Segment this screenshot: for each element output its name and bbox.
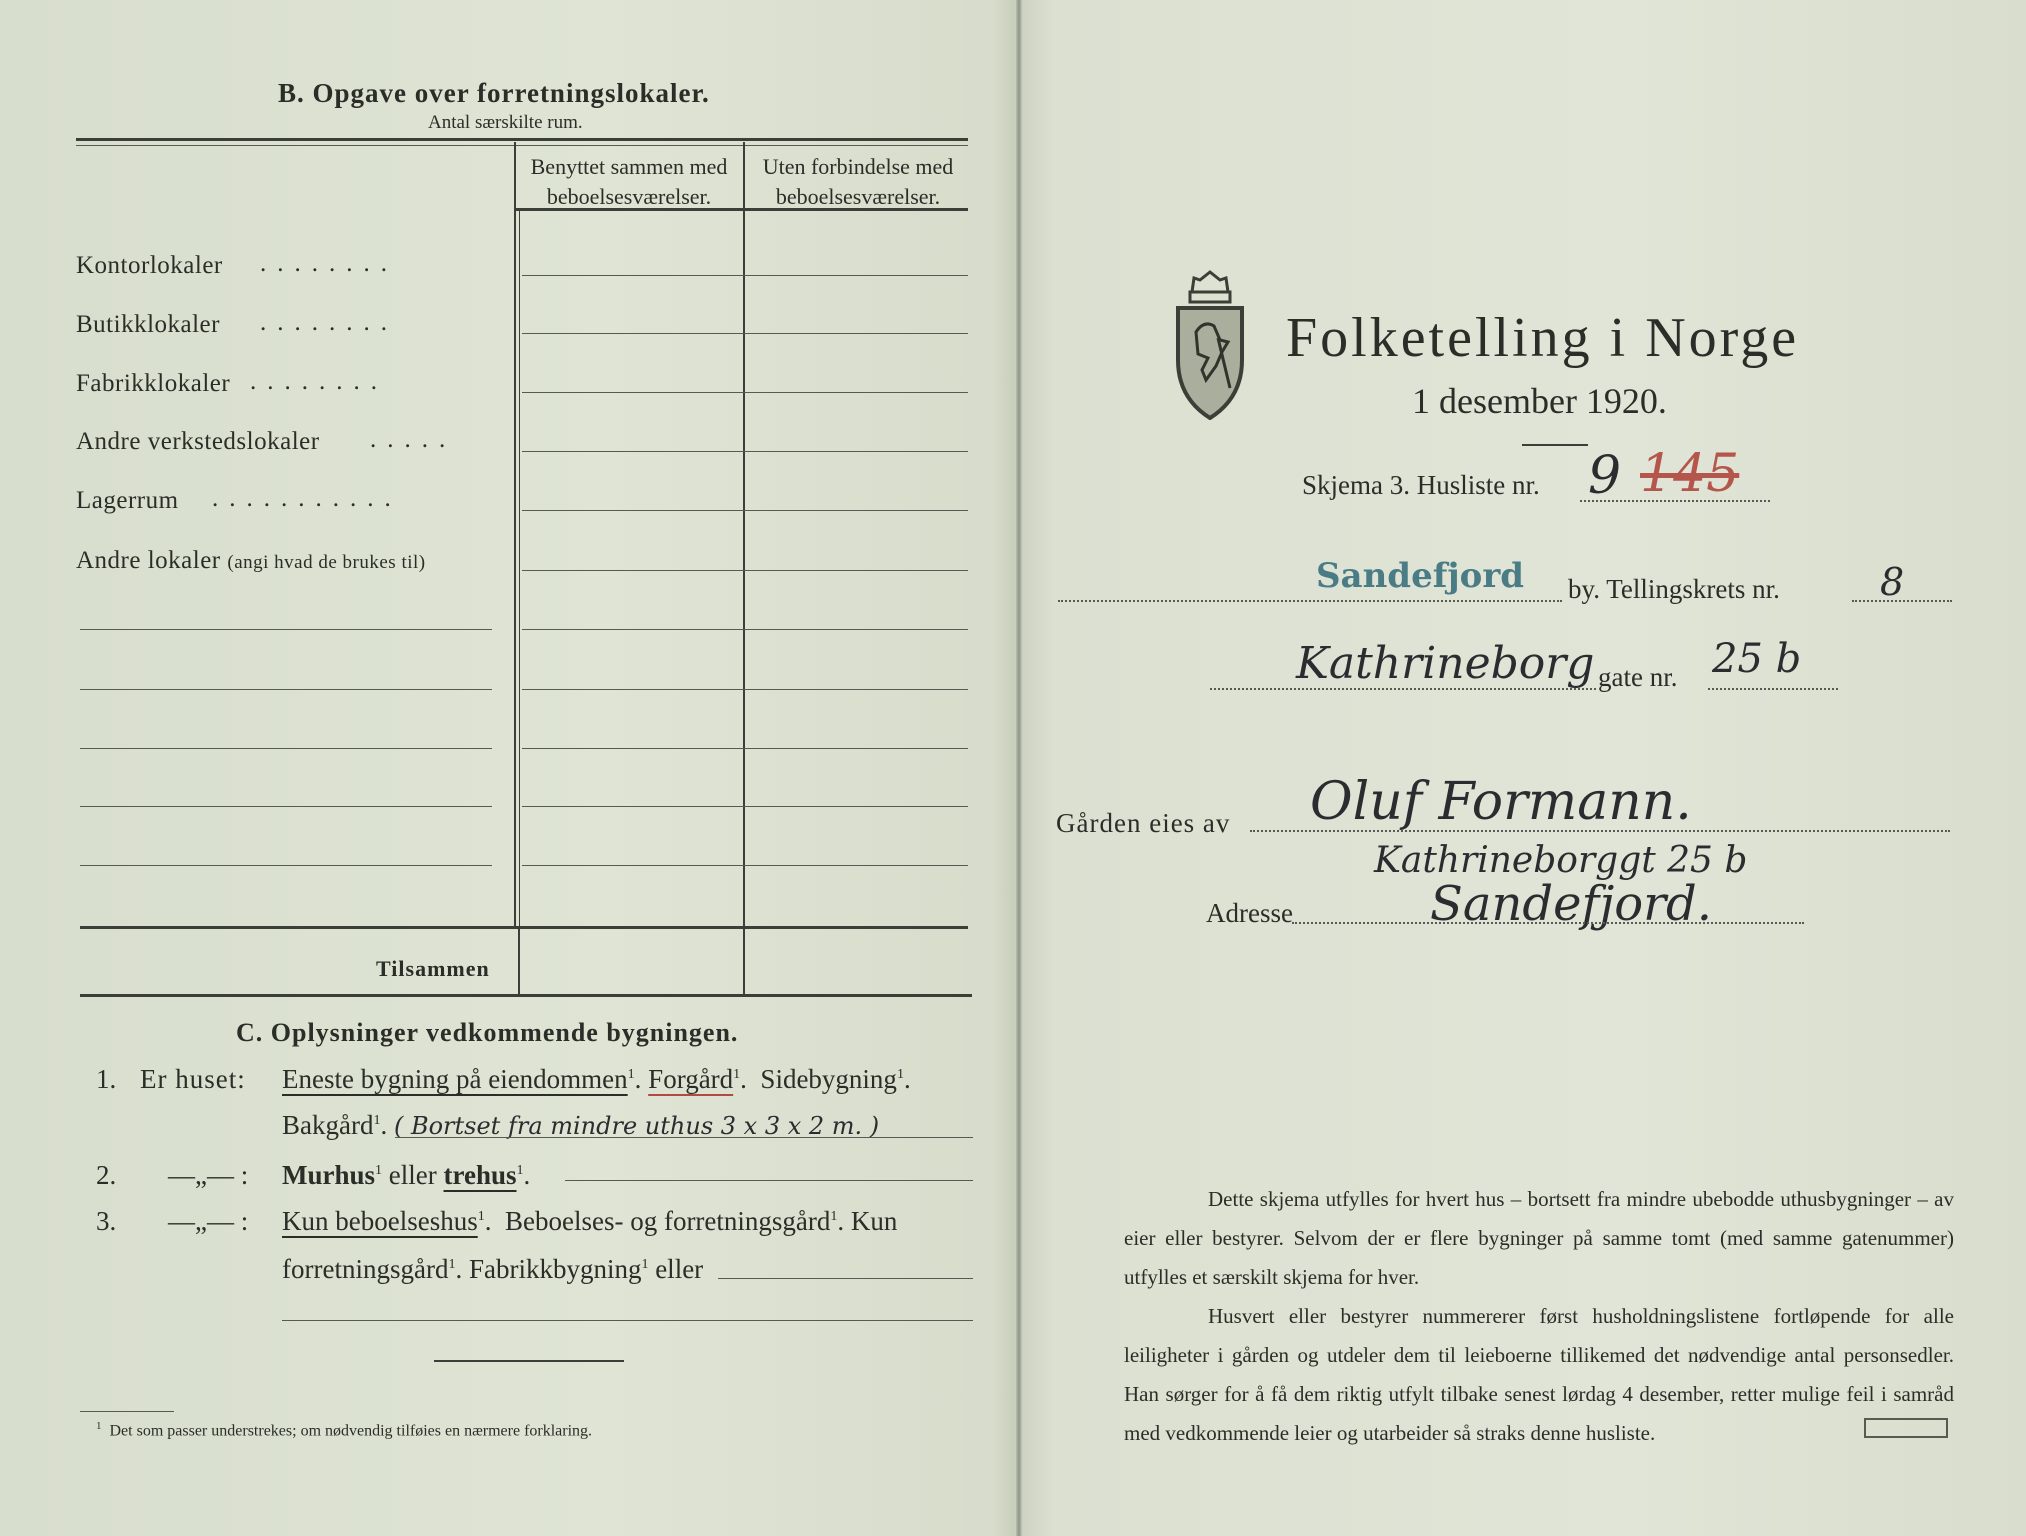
row-label-verksted: Andre verkstedslokaler: [76, 428, 320, 455]
q3-fill-rule: [718, 1278, 973, 1279]
q2-option-trehus: trehus: [443, 1160, 517, 1190]
q1-label: Er huset:: [140, 1064, 246, 1094]
husliste-label: Skjema 3. Husliste nr.: [1302, 470, 1540, 500]
husliste-fill-rule: [1580, 500, 1770, 502]
row-label-kontor: Kontorlokaler: [76, 252, 223, 279]
q3-sup: 1: [641, 1257, 649, 1272]
total-col-divider: [518, 928, 520, 996]
husliste-handwritten: 9: [1588, 446, 1622, 506]
q2-sup: 1: [516, 1163, 524, 1178]
q3-option-fabrikkbygning: Fabrikkbygning: [468, 1254, 642, 1284]
row-leader: ...........: [212, 485, 402, 512]
table-body-bottom-rule: [80, 926, 968, 929]
footnote-text: Det som passer understrekes; om nødvendig tilføies en nærmere forklaring.: [109, 1422, 593, 1440]
q1-number: 1.: [96, 1064, 117, 1094]
footnote: [96, 1420, 592, 1440]
andre-lokaler-label: Andre lokaler: [76, 547, 221, 574]
blank-rule: [522, 689, 968, 690]
title-rule: [1522, 444, 1588, 446]
row-rule: [522, 510, 968, 511]
q1-option-eneste: Eneste bygning på eiendommen: [282, 1064, 628, 1094]
blank-rule: [522, 865, 968, 866]
q2-eller: eller: [388, 1160, 437, 1190]
printer-mark-icon: [1864, 1418, 1948, 1438]
q1-sup: 1: [896, 1067, 904, 1082]
q3-number: 3.: [96, 1206, 117, 1236]
gate-fill-rule: [1708, 688, 1838, 690]
total-label: Tilsammen: [376, 956, 490, 981]
gate-label: gate nr.: [1598, 662, 1678, 692]
q2-option-murhus: Murhus: [282, 1160, 376, 1190]
col1-header: Benyttet sammen med beboelsesværelser.: [530, 154, 728, 209]
city-fill-rule: [1058, 600, 1562, 602]
address-fill-rule: [1292, 922, 1804, 924]
blank-rule: [522, 748, 968, 749]
q1-option-forgard: Forgård: [648, 1064, 734, 1094]
street-handwritten: Kathrineborg: [1296, 638, 1595, 689]
row-label-butikk: Butikklokaler: [76, 311, 220, 338]
cover-date: 1 desember 1920.: [1412, 381, 1667, 421]
q1-options-line1: Eneste bygning på eiendommen$^1$. Forgård$^1$. Sidebygning$^1$.: [282, 1064, 911, 1094]
q2-options: Murhus$^1$ eller trehus$^1$.: [282, 1160, 531, 1190]
table-top-rule: [76, 138, 968, 141]
row-rule: [522, 333, 968, 334]
q3-sup: 1: [477, 1209, 485, 1224]
row-label-fabrikk: Fabrikklokaler: [76, 370, 231, 397]
row-rule: [522, 392, 968, 393]
krets-fill-rule: [1852, 600, 1952, 602]
q2-number: 2.: [96, 1160, 117, 1190]
owner-handwritten: Oluf Formann.: [1310, 772, 1692, 832]
cover-title: Folketelling i Norge: [1286, 307, 1800, 369]
instructions-paragraph-2: Husvert eller bestyrer nummererer først husholdningslistene fortløpende for alle leiligheter i gården og utdeler dem til leieboerne tillikemed det nødvendige antal personsedler. Han sørger for å få dem riktig utfylt tilbake senest lørdag 4 desember, retter mulige feil i samråd med vedkommende leier og utarbeider så straks denne husliste.: [1124, 1304, 1954, 1445]
row-rule: [522, 451, 968, 452]
q1-sup: 1: [733, 1067, 741, 1082]
section-b-subheading: Antal særskilte rum.: [428, 112, 583, 133]
tellingskrets-handwritten: 8: [1880, 560, 1905, 604]
blank-rule: [80, 748, 492, 749]
city-stamp: Sandefjord: [1316, 556, 1525, 596]
q3-option-beboelses-forretning: Beboelses- og forretningsgård: [504, 1206, 831, 1236]
blank-rule: [80, 865, 492, 866]
q3-options-line1: Kun beboelseshus$^1$. Beboelses- og forretningsgård$^1$. Kun: [282, 1206, 898, 1236]
gate-number-handwritten: 25 b: [1712, 636, 1802, 682]
husliste-struck-number: 145: [1640, 444, 1740, 504]
instructions-paragraph-1: Dette skjema utfylles for hvert hus – bortsett fra mindre ubebodde uthusbygninger – av eier eller bestyrer. Selvom der er flere bygninger på samme tomt (med samme gatenummer) utfylles et særskilt skjema for hver.: [1124, 1187, 1954, 1289]
q1-sup: 1: [627, 1067, 635, 1082]
row-leader: ........: [250, 368, 388, 395]
row-label-lager: Lagerrum: [76, 487, 179, 514]
q3-options-line2: forretningsgård$^1$. Fabrikkbygning$^1$ eller: [282, 1254, 704, 1284]
section-b-heading: B. Opgave over forretningslokaler.: [278, 78, 710, 108]
q3-dash: —„— :: [168, 1206, 249, 1236]
q3-eller: eller: [655, 1254, 704, 1284]
row-rule: [522, 275, 968, 276]
row-rule: [522, 570, 968, 571]
address-label: Adresse: [1206, 898, 1293, 928]
footnote-marker: 1: [96, 1420, 102, 1432]
q1-option-bakgard: Bakgård: [282, 1110, 374, 1140]
footnote-rule: [80, 1411, 174, 1412]
q2-sup: 1: [375, 1163, 383, 1178]
header-bottom-rule: [514, 208, 968, 211]
blank-rule: [80, 629, 492, 630]
norway-coat-of-arms-icon: [1170, 270, 1250, 425]
q1-sup: 1: [373, 1113, 381, 1128]
table-bottom-rule: [80, 994, 972, 997]
q1-options-line2: Bakgård$^1$. ( Bortset fra mindre uthus 3 x 3 x 2 m. ): [282, 1110, 880, 1140]
table-col-divider-1b: [519, 210, 520, 928]
row-label-andre: [76, 547, 426, 575]
row-leader: .....: [370, 426, 457, 453]
page-fold: [1016, 0, 1022, 1536]
blank-rule: [80, 689, 492, 690]
q3-option-kun: Kun: [850, 1206, 898, 1236]
table-top-rule-2: [76, 145, 968, 146]
q2-fill-rule: [565, 1180, 973, 1181]
col2-header: Uten forbindelse med beboelsesværelser.: [762, 154, 954, 209]
address-handwritten-line2: Sandefjord.: [1430, 876, 1713, 932]
row-leader: ........: [260, 250, 398, 277]
tellingskrets-label: by. Tellingskrets nr.: [1568, 574, 1780, 604]
q2-dash: —„— :: [168, 1160, 249, 1190]
row-leader: ........: [260, 309, 398, 336]
q3-sup: 1: [830, 1209, 838, 1224]
q3-option-kun-beboelseshus: Kun beboelseshus: [282, 1206, 478, 1236]
q3-fill-rule-2: [282, 1320, 973, 1321]
blank-rule: [522, 806, 968, 807]
q1-handwritten-note: ( Bortset fra mindre uthus 3 x 3 x 2 m. ): [393, 1112, 880, 1140]
owner-label: Gården eies av: [1056, 808, 1231, 838]
table-col-divider-1: [514, 142, 516, 928]
section-c-heading: C. Oplysninger vedkommende bygningen.: [236, 1018, 739, 1047]
street-fill-rule: [1210, 688, 1596, 690]
q1-option-sidebygning: Sidebygning: [760, 1064, 897, 1094]
section-c-end-rule: [434, 1360, 624, 1362]
blank-rule: [522, 629, 968, 630]
table-col-divider-2: [743, 142, 745, 996]
owner-fill-rule: [1250, 830, 1950, 832]
q1-fill-rule: [395, 1137, 973, 1138]
blank-rule: [80, 806, 492, 807]
andre-lokaler-hint: (angi hvad de brukes til): [227, 552, 426, 573]
q3-sup: 1: [448, 1257, 456, 1272]
address-handwritten-line1: Kathrineborggt 25 b: [1374, 840, 1748, 881]
q3-option-forretningsgard: forretningsgård: [282, 1254, 449, 1284]
